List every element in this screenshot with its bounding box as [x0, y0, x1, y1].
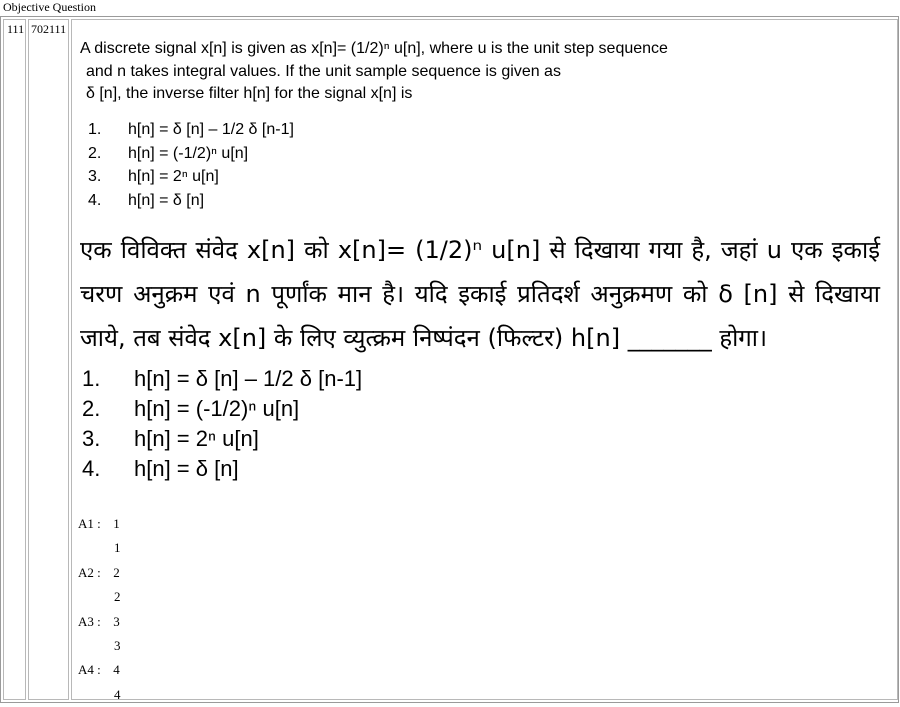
- question-line: and n takes integral values. If the unit sample sequence is given as: [86, 62, 561, 80]
- question-number: 111: [7, 22, 25, 36]
- option-number: 3.: [88, 168, 102, 185]
- question-line-hindi: चरण अनुक्रम एवं n पूर्णांक मान है। यदि इकाई प्रतिदर्श अनुक्रमण को δ [n] से दिखाया: [80, 280, 880, 308]
- option-item: [82, 394, 362, 424]
- option-item: [82, 364, 362, 394]
- answer-list: [78, 512, 121, 707]
- answer-value: 3: [113, 613, 120, 629]
- answer-value: 2: [113, 564, 120, 580]
- option-number: 3.: [82, 426, 101, 451]
- option-item: [82, 424, 362, 454]
- answer-label: A1 :: [78, 516, 101, 531]
- option-item: [88, 142, 294, 166]
- answer-value: 1: [113, 516, 120, 531]
- option-item: [88, 165, 294, 189]
- option-text: h[n] = δ [n] – 1/2 δ [n-1]: [128, 121, 294, 138]
- option-text: h[n] = 2ⁿ u[n]: [128, 168, 219, 185]
- option-number: 1.: [82, 366, 101, 391]
- answer-subvalue: 4: [114, 686, 121, 702]
- option-number: 4.: [88, 191, 102, 209]
- question-line: A discrete signal x[n] is given as x[n]= (1/2)ⁿ u[n], where u is the unit step sequence: [80, 40, 668, 57]
- options-english: [88, 118, 294, 212]
- option-item: [88, 189, 294, 213]
- answer-row: [78, 658, 121, 682]
- option-text: h[n] = (-1/2)ⁿ u[n]: [128, 144, 249, 162]
- question-table: [0, 16, 899, 703]
- answer-subvalue: 3: [114, 638, 121, 654]
- option-number: 2.: [82, 396, 101, 421]
- answer-subvalue: 2: [114, 589, 121, 605]
- option-text: h[n] = δ [n]: [134, 456, 239, 481]
- option-text: h[n] = 2ⁿ u[n]: [134, 426, 259, 451]
- answer-subvalue: 1: [114, 540, 121, 556]
- answer-label: A4 :: [78, 662, 101, 678]
- answer-label: A3 :: [78, 613, 101, 629]
- question-content-cell: [71, 19, 898, 700]
- question-text-hindi: [80, 228, 880, 360]
- answer-row: [78, 610, 121, 634]
- option-number: 4.: [82, 456, 101, 481]
- question-line-hindi: जाये, तब संवेद x[n] के लिए व्युत्क्रम निष्पंदन (फिल्टर) h[n] _______ होगा।: [80, 324, 768, 352]
- answer-row: [78, 561, 121, 585]
- option-item: [82, 454, 362, 484]
- option-item: [88, 118, 294, 142]
- answer-label: A2 :: [78, 564, 101, 580]
- option-number: 1.: [88, 121, 102, 138]
- question-id-cell: [28, 19, 69, 700]
- answer-row: [78, 512, 121, 536]
- option-text: h[n] = (-1/2)ⁿ u[n]: [134, 396, 300, 421]
- option-text: h[n] = δ [n]: [128, 191, 205, 209]
- question-line: δ [n], the inverse filter h[n] for the signal x[n] is: [86, 85, 413, 102]
- question-text-english: [80, 38, 780, 106]
- answer-value: 4: [113, 662, 120, 678]
- option-text: h[n] = δ [n] – 1/2 δ [n-1]: [134, 366, 363, 391]
- question-id: 702111: [31, 22, 67, 36]
- question-number-cell: [3, 19, 26, 700]
- question-line-hindi: एक विविक्त संवेद x[n] को x[n]= (1/2)ⁿ u[n] से दिखाया गया है, जहां u एक इकाई: [80, 236, 880, 264]
- options-hindi: [82, 364, 362, 484]
- section-header: Objective Question: [3, 0, 96, 14]
- option-number: 2.: [88, 144, 102, 162]
